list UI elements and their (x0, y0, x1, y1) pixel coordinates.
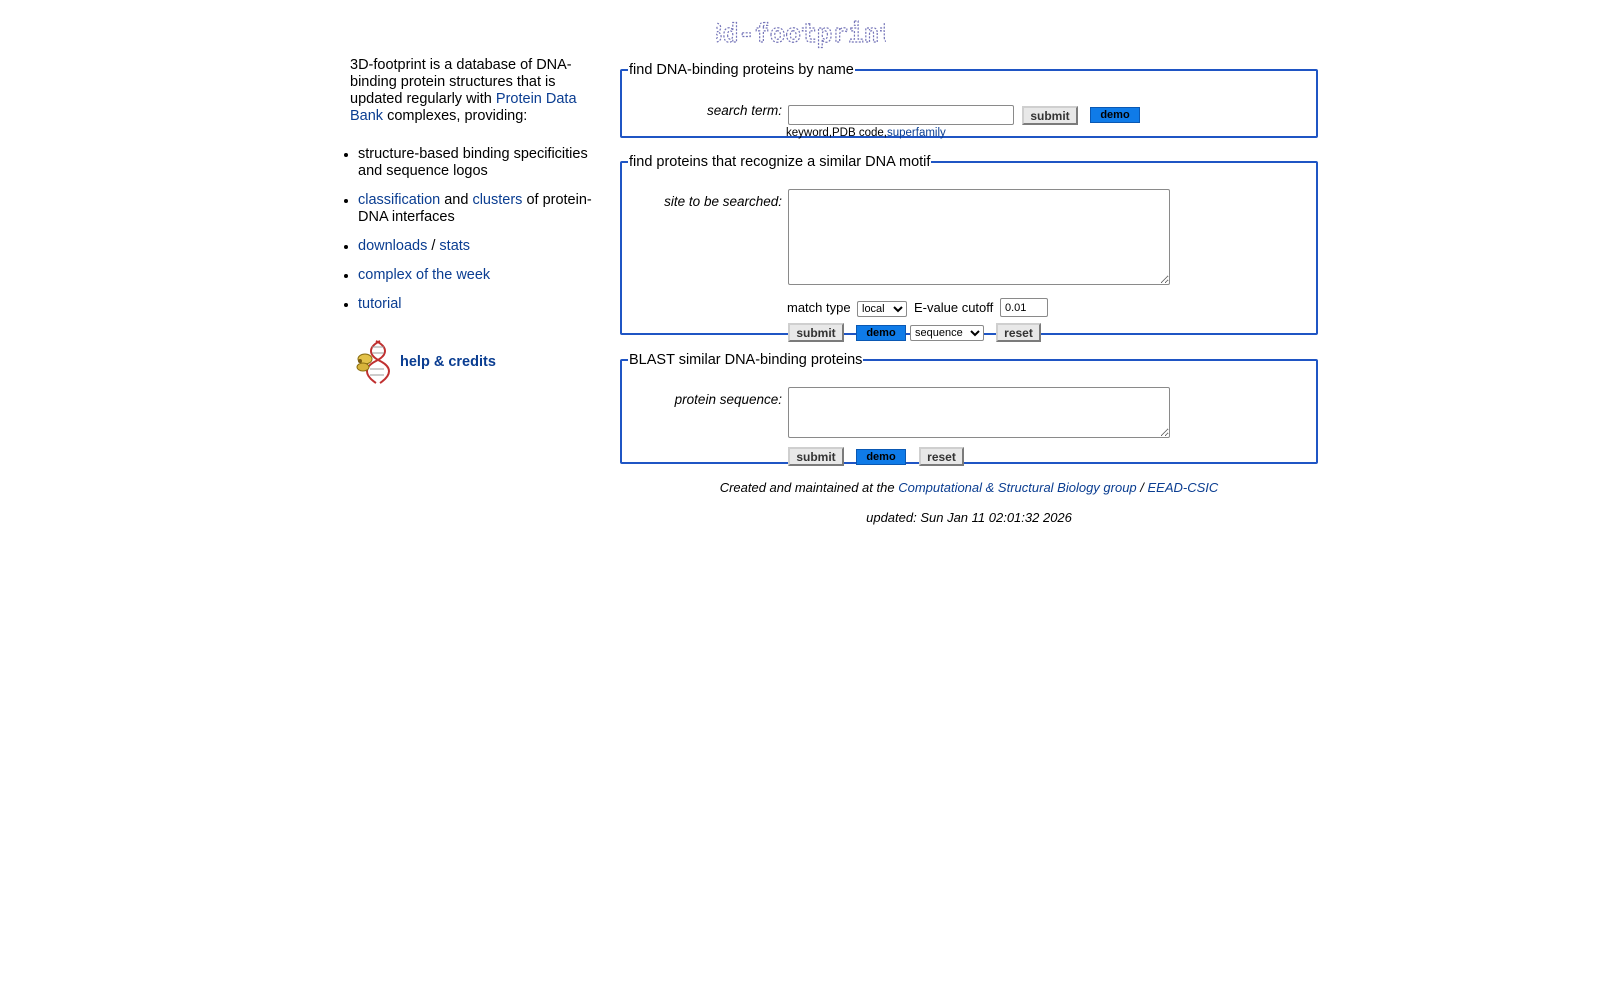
feature-separator: / (427, 238, 440, 254)
blast-submit-button[interactable]: submit (788, 447, 844, 466)
intro-text-after: complexes, providing: (383, 108, 528, 124)
footer (620, 479, 1318, 526)
updated-timestamp: updated: Sun Jan 11 02:01:32 2026 (866, 510, 1072, 525)
name-search-panel (620, 62, 1318, 138)
site-logo[interactable] (716, 16, 886, 52)
feature-and-text: and (440, 192, 473, 208)
match-type-label: match type (787, 300, 851, 315)
name-search-demo-button[interactable]: demo (1090, 107, 1140, 123)
blast-search-legend: BLAST similar DNA-binding proteins (629, 352, 863, 368)
match-type-select[interactable] (857, 301, 907, 317)
feature-item-complex (358, 267, 613, 284)
name-search-submit-button[interactable]: submit (1022, 106, 1078, 125)
complex-of-week-link[interactable]: complex of the week (358, 267, 491, 283)
protein-sequence-label: protein sequence: (674, 392, 782, 407)
motif-submit-button[interactable]: submit (788, 323, 844, 342)
blast-demo-button[interactable]: demo (856, 449, 906, 465)
feature-list (350, 146, 613, 325)
downloads-link[interactable]: downloads (358, 238, 428, 254)
footer-created-text: Created and maintained at the (719, 480, 899, 495)
tutorial-link[interactable]: tutorial (358, 296, 402, 312)
motif-search-legend: find proteins that recognize a similar DNA motif (629, 154, 931, 170)
feature-specificities-text: structure-based binding specificities and sequence logos (358, 146, 588, 179)
search-hint (786, 127, 946, 139)
motif-search-panel (620, 154, 1318, 340)
dna-protein-icon (354, 339, 394, 385)
evalue-label: E-value cutoff (914, 300, 994, 315)
search-mode-select[interactable] (910, 325, 984, 341)
help-credits-label[interactable]: help & credits (400, 354, 496, 370)
site-label: site to be searched: (664, 194, 782, 209)
evalue-input[interactable] (1000, 298, 1048, 317)
motif-demo-button[interactable]: demo (856, 325, 906, 341)
classification-link[interactable]: classification (358, 192, 441, 208)
name-search-legend: find DNA-binding proteins by name (629, 62, 854, 78)
motif-reset-button[interactable]: reset (996, 323, 1041, 342)
help-credits[interactable] (354, 339, 496, 385)
svg-text:3d-footprint: 3d-footprint (716, 19, 886, 49)
feature-item-downloads (358, 238, 613, 255)
stats-link[interactable]: stats (439, 238, 471, 254)
protein-sequence-textarea[interactable] (788, 387, 1170, 438)
intro-text (350, 57, 600, 125)
feature-item-tutorial (358, 296, 613, 313)
intro-text-before: 3D-footprint is a database of DNA-binding protein structures that is updated regularly with (350, 57, 572, 107)
site-logo-graphic (716, 16, 886, 52)
blast-search-panel (620, 352, 1318, 464)
feature-interfaces-text: of protein-DNA interfaces (358, 192, 592, 225)
search-term-label: search term: (706, 103, 782, 118)
pdb-link[interactable]: Protein Data Bank (350, 91, 577, 124)
search-hint-text: keyword,PDB code, (786, 127, 887, 139)
search-term-input[interactable] (788, 105, 1014, 125)
footer-separator: / (1136, 480, 1148, 495)
feature-item-specificities (358, 146, 613, 180)
site-textarea[interactable] (788, 189, 1170, 285)
group-link[interactable]: Computational & Structural Biology group (898, 480, 1137, 495)
blast-reset-button[interactable]: reset (919, 447, 964, 466)
feature-item-interfaces (358, 192, 613, 226)
institute-link[interactable]: EEAD-CSIC (1147, 480, 1219, 495)
clusters-link[interactable]: clusters (472, 192, 523, 208)
superfamily-link[interactable]: superfamily (887, 127, 946, 139)
